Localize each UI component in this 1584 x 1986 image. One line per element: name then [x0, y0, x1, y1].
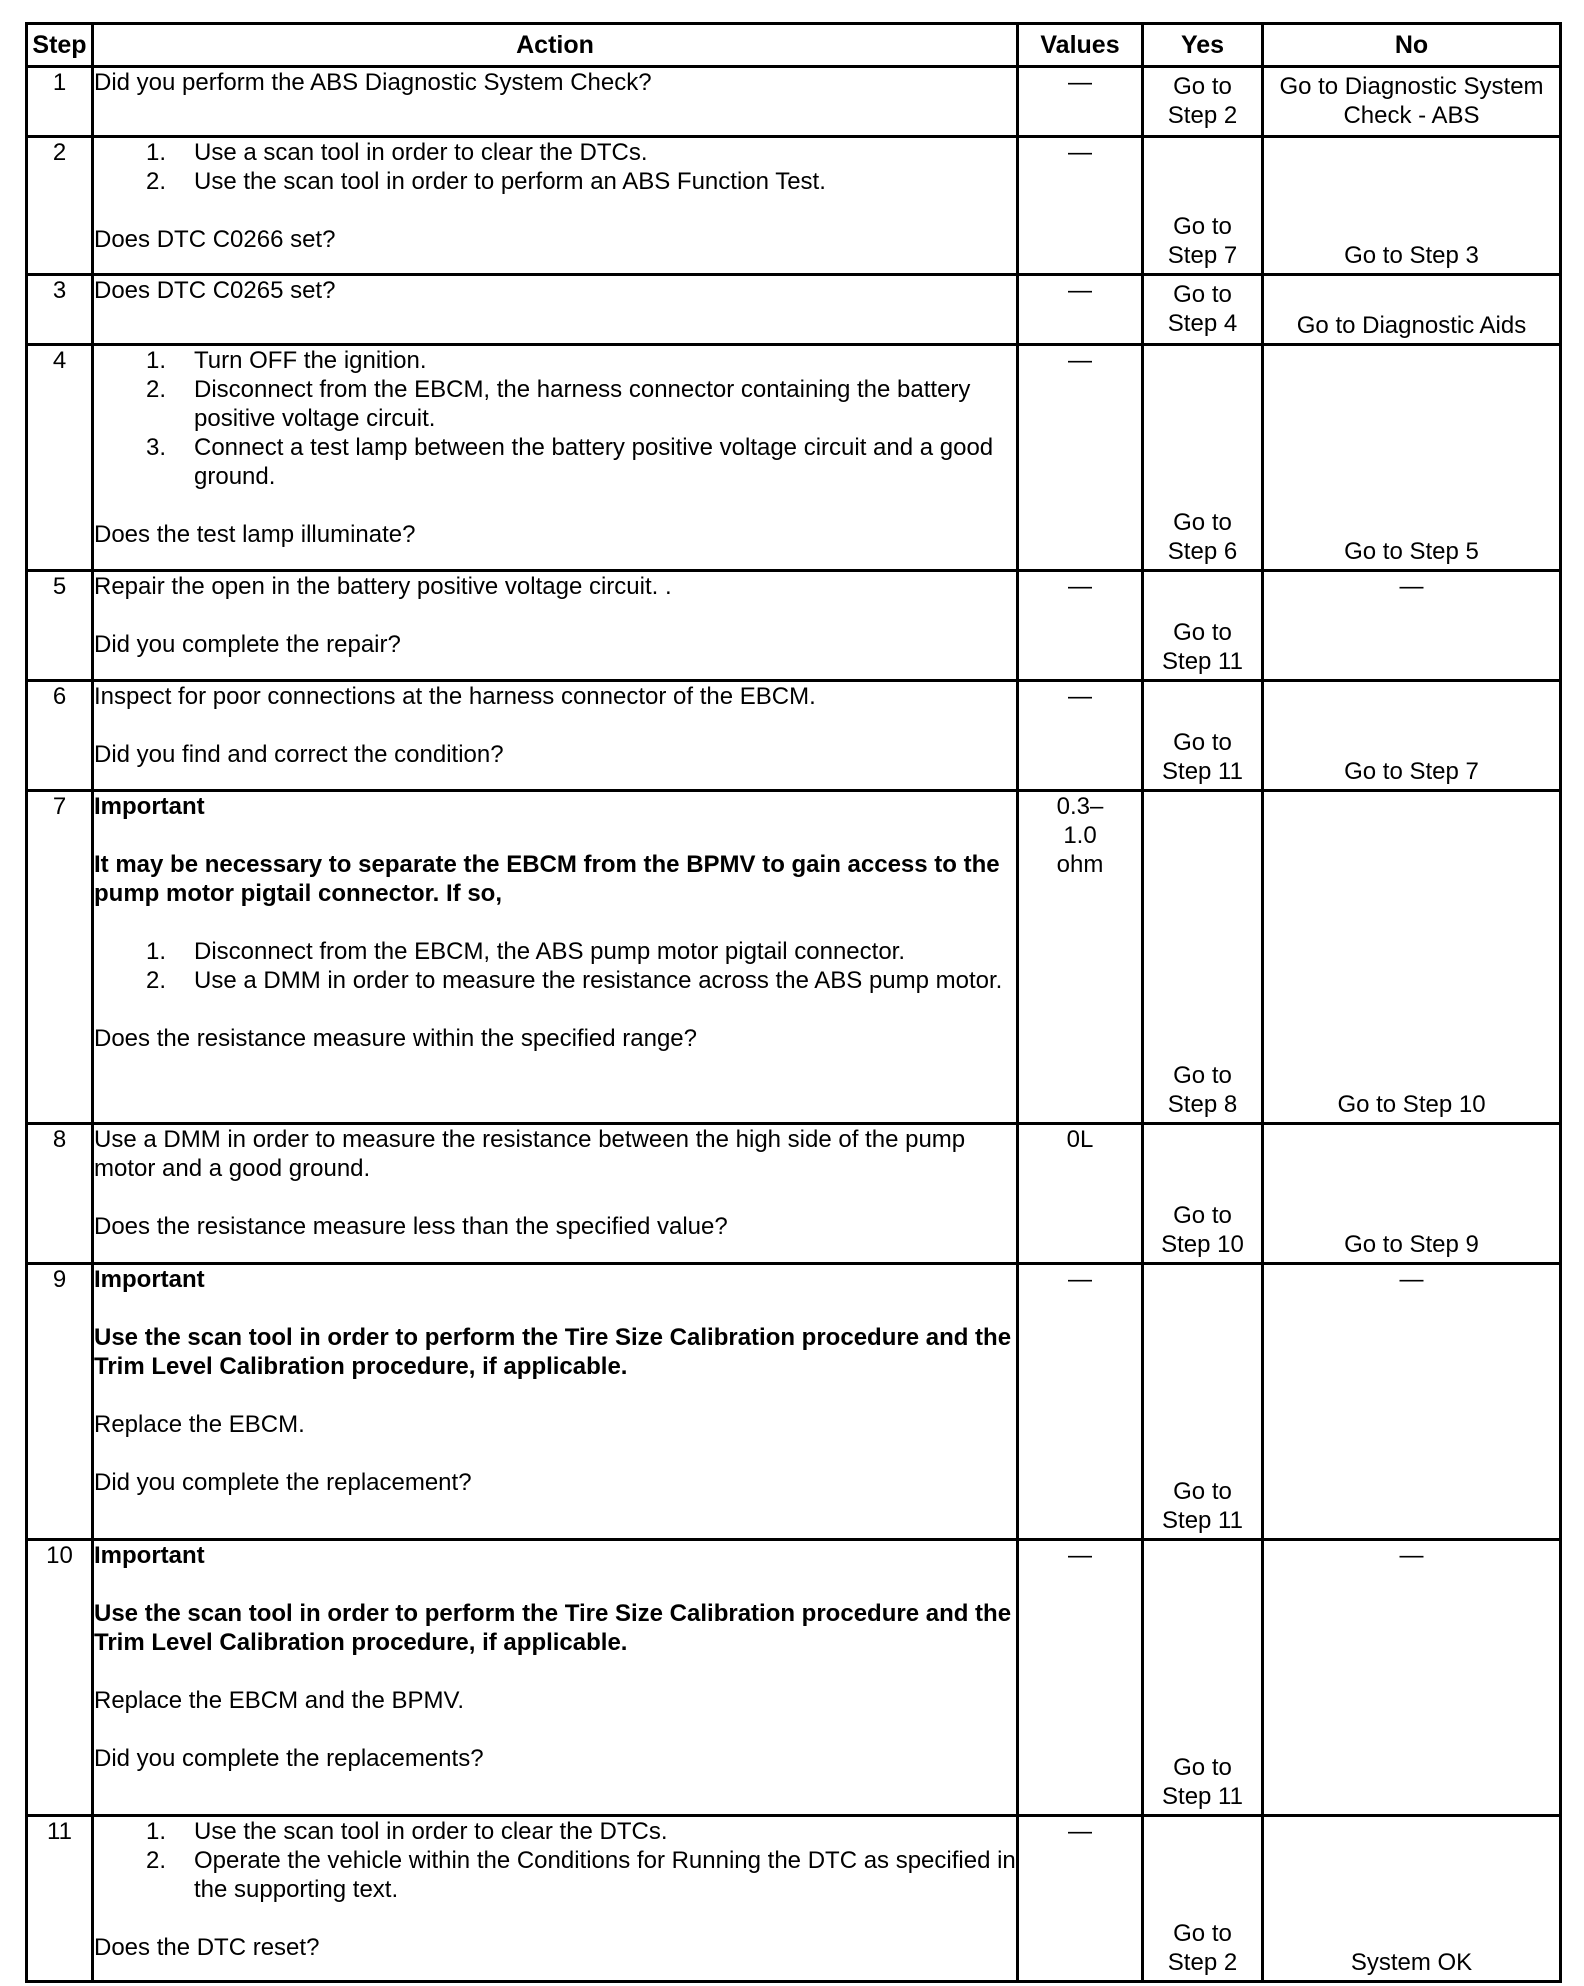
- yes-link[interactable]: Go to Step 6: [1167, 509, 1238, 565]
- action-cell: [93, 1124, 1018, 1264]
- important-label: Important: [94, 1266, 205, 1293]
- no-link[interactable]: Go to Step 5: [1344, 538, 1479, 565]
- header-action: Action: [93, 24, 1018, 67]
- header-step: Step: [27, 24, 93, 67]
- action-question: Does DTC C0266 set?: [94, 226, 336, 253]
- table-row: [27, 1816, 1561, 1982]
- no-link[interactable]: Go to Step 3: [1344, 242, 1479, 269]
- no-link[interactable]: Go to Step 9: [1344, 1231, 1479, 1258]
- yes-cell: [1143, 1264, 1263, 1540]
- header-row: [27, 24, 1561, 67]
- values-cell: —: [1018, 137, 1143, 275]
- table-row: [27, 67, 1561, 137]
- diagnostic-table: [25, 22, 1562, 1983]
- action-question: Does DTC C0265 set?: [94, 277, 336, 304]
- action-cell: [93, 1540, 1018, 1816]
- list-item: 1. Use the scan tool in order to clear the DTCs.: [146, 1818, 668, 1845]
- values-cell: —: [1018, 1816, 1143, 1982]
- table-row: [27, 1124, 1561, 1264]
- values-cell: 0L: [1018, 1124, 1143, 1264]
- values-cell: —: [1018, 1264, 1143, 1540]
- action-steps: [94, 346, 1016, 491]
- action-steps: [94, 138, 1016, 196]
- table-row: [27, 681, 1561, 791]
- action-cell: [93, 67, 1018, 137]
- yes-link[interactable]: Go to Step 10: [1161, 1202, 1244, 1258]
- no-cell: [1263, 791, 1561, 1124]
- no-cell: —: [1263, 571, 1561, 681]
- no-link[interactable]: Go to Diagnostic Aids: [1296, 312, 1527, 339]
- table-row: [27, 137, 1561, 275]
- yes-link[interactable]: Go to Step 2: [1167, 1920, 1238, 1976]
- action-question: Did you complete the replacement?: [94, 1469, 472, 1496]
- action-text: Replace the EBCM and the BPMV.: [94, 1687, 464, 1714]
- yes-cell: [1143, 1816, 1263, 1982]
- step-number: 8: [27, 1124, 93, 1264]
- table-row: [27, 1540, 1561, 1816]
- yes-link[interactable]: Go to Step 11: [1162, 619, 1243, 675]
- list-item: 1. Disconnect from the EBCM, the ABS pump motor pigtail connector.: [146, 938, 905, 965]
- table-row: [27, 1264, 1561, 1540]
- yes-link[interactable]: Go to Step 11: [1162, 729, 1243, 785]
- action-cell: [93, 1264, 1018, 1540]
- action-cell: [93, 345, 1018, 571]
- yes-link[interactable]: Go to Step 2: [1167, 73, 1238, 129]
- important-note: It may be necessary to separate the EBCM from the BPMV to gain access to the pump motor pigtail connector. If so,: [94, 851, 1000, 907]
- yes-cell: [1143, 67, 1263, 137]
- table-row: [27, 345, 1561, 571]
- action-question: Did you find and correct the condition?: [94, 741, 504, 768]
- step-number: 9: [27, 1264, 93, 1540]
- no-cell: [1263, 345, 1561, 571]
- yes-cell: [1143, 791, 1263, 1124]
- yes-cell: [1143, 275, 1263, 345]
- no-link[interactable]: System OK: [1350, 1949, 1473, 1976]
- yes-cell: [1143, 571, 1263, 681]
- resistance-range: 0.3–1.0 ohm: [1056, 793, 1104, 878]
- step-number: 11: [27, 1816, 93, 1982]
- action-steps: [94, 1817, 1016, 1904]
- action-text: Repair the open in the battery positive voltage circuit. .: [94, 573, 672, 600]
- important-label: Important: [94, 793, 205, 820]
- action-cell: [93, 275, 1018, 345]
- header-no: No: [1263, 24, 1561, 67]
- important-note: Use the scan tool in order to perform the Tire Size Calibration procedure and the Trim Level Calibration procedure, if applicable.: [94, 1600, 1012, 1656]
- step-number: 3: [27, 275, 93, 345]
- step-number: 2: [27, 137, 93, 275]
- important-label: Important: [94, 1542, 205, 1569]
- step-number: 4: [27, 345, 93, 571]
- list-item: 2. Use the scan tool in order to perform an ABS Function Test.: [146, 168, 826, 195]
- yes-cell: [1143, 1540, 1263, 1816]
- yes-link[interactable]: Go to Step 11: [1162, 1478, 1243, 1534]
- values-cell: —: [1018, 275, 1143, 345]
- list-item: 3. Connect a test lamp between the battery positive voltage circuit and a good ground.: [146, 434, 994, 490]
- yes-link[interactable]: Go to Step 7: [1167, 213, 1238, 269]
- important-note: Use the scan tool in order to perform the Tire Size Calibration procedure and the Trim Level Calibration procedure, if applicable.: [94, 1324, 1012, 1380]
- action-question: Did you perform the ABS Diagnostic System Check?: [94, 69, 652, 96]
- yes-link[interactable]: Go to Step 8: [1167, 1062, 1238, 1118]
- list-item: 2. Disconnect from the EBCM, the harness connector containing the battery positive voltage circuit.: [146, 376, 971, 432]
- action-text: Replace the EBCM.: [94, 1411, 305, 1438]
- action-question: Does the resistance measure less than the specified value?: [94, 1213, 728, 1240]
- yes-link[interactable]: Go to Step 11: [1162, 1754, 1243, 1810]
- no-link[interactable]: Go to Diagnostic System Check - ABS: [1279, 73, 1544, 129]
- no-cell: —: [1263, 1264, 1561, 1540]
- action-cell: [93, 681, 1018, 791]
- action-text: Inspect for poor connections at the harness connector of the EBCM.: [94, 683, 816, 710]
- action-cell: [93, 571, 1018, 681]
- action-text: Use a DMM in order to measure the resistance between the high side of the pump motor and a good ground.: [94, 1126, 966, 1182]
- step-number: 7: [27, 791, 93, 1124]
- action-question: Does the DTC reset?: [94, 1934, 320, 1961]
- values-cell: —: [1018, 67, 1143, 137]
- action-question: Did you complete the replacements?: [94, 1745, 484, 1772]
- no-cell: [1263, 67, 1561, 137]
- header-yes: Yes: [1143, 24, 1263, 67]
- action-cell: [93, 791, 1018, 1124]
- step-number: 10: [27, 1540, 93, 1816]
- table-row: [27, 275, 1561, 345]
- yes-link[interactable]: Go to Step 4: [1167, 281, 1238, 337]
- no-link[interactable]: Go to Step 7: [1344, 758, 1479, 785]
- yes-cell: [1143, 1124, 1263, 1264]
- yes-cell: [1143, 345, 1263, 571]
- no-cell: [1263, 137, 1561, 275]
- step-number: 6: [27, 681, 93, 791]
- yes-cell: [1143, 137, 1263, 275]
- list-item: 1. Turn OFF the ignition.: [146, 347, 427, 374]
- step-number: 5: [27, 571, 93, 681]
- no-cell: [1263, 681, 1561, 791]
- action-cell: [93, 137, 1018, 275]
- action-question: Does the test lamp illuminate?: [94, 521, 416, 548]
- no-cell: —: [1263, 1540, 1561, 1816]
- no-cell: [1263, 1816, 1561, 1982]
- values-cell: —: [1018, 571, 1143, 681]
- list-item: 2. Operate the vehicle within the Conditions for Running the DTC as specified in the supporting text.: [146, 1847, 1016, 1903]
- header-values: Values: [1018, 24, 1143, 67]
- table-row: [27, 791, 1561, 1124]
- no-link[interactable]: Go to Step 10: [1337, 1091, 1486, 1118]
- table-row: [27, 571, 1561, 681]
- no-cell: [1263, 1124, 1561, 1264]
- step-number: 1: [27, 67, 93, 137]
- yes-cell: [1143, 681, 1263, 791]
- values-cell: —: [1018, 1540, 1143, 1816]
- action-question: Does the resistance measure within the specified range?: [94, 1025, 697, 1052]
- action-cell: [93, 1816, 1018, 1982]
- values-cell: [1018, 791, 1143, 1124]
- action-question: Did you complete the repair?: [94, 631, 401, 658]
- action-steps: [94, 937, 1016, 995]
- no-cell: [1263, 275, 1561, 345]
- list-item: 1. Use a scan tool in order to clear the DTCs.: [146, 139, 648, 166]
- values-cell: —: [1018, 681, 1143, 791]
- values-cell: —: [1018, 345, 1143, 571]
- list-item: 2. Use a DMM in order to measure the resistance across the ABS pump motor.: [146, 967, 1003, 994]
